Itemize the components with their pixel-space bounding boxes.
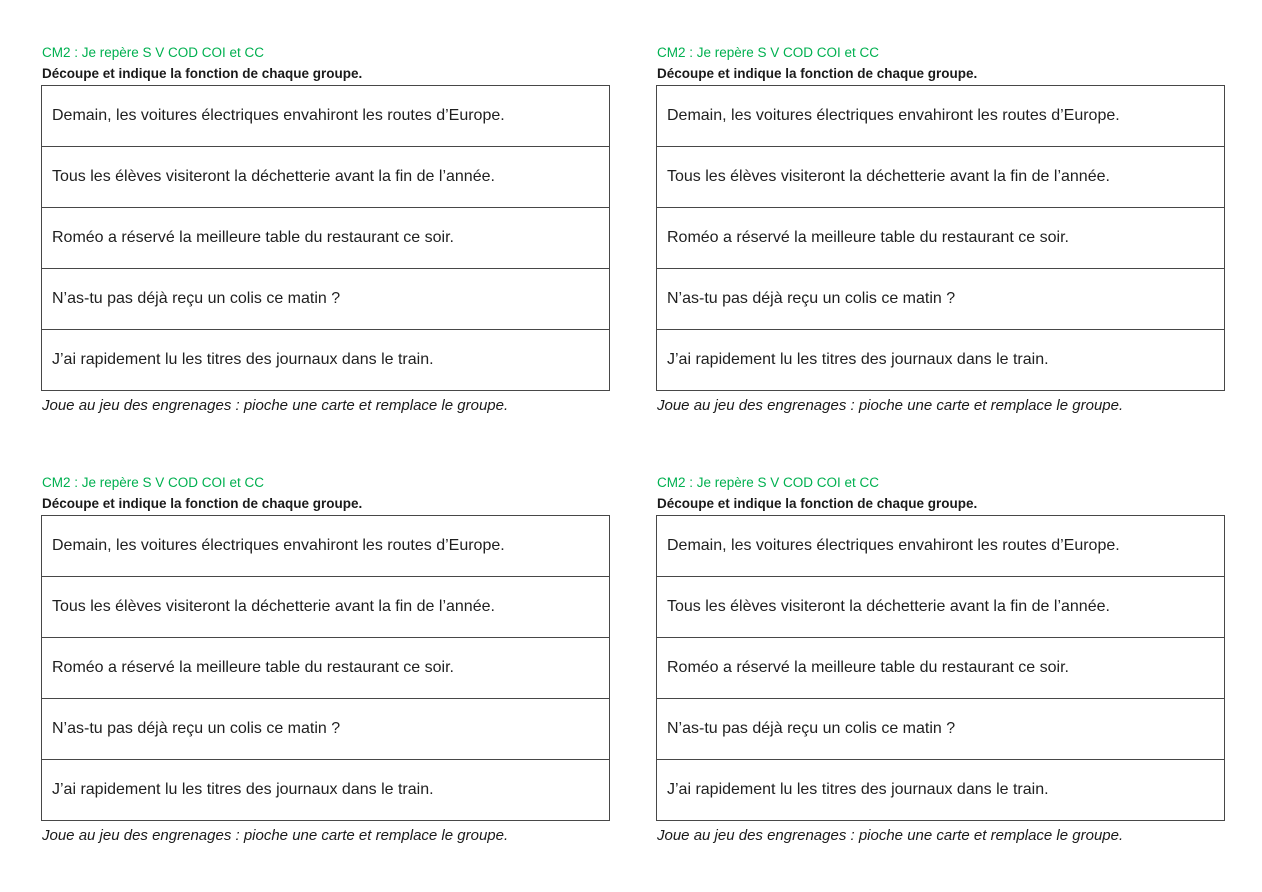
worksheet-card-bottom-left	[41, 474, 610, 845]
sentence-row	[657, 699, 1224, 760]
sentence-row	[657, 638, 1224, 699]
worksheet-footer-note: Joue au jeu des engrenages : pioche une carte et remplace le groupe.	[42, 827, 509, 844]
sentence-text: Tous les élèves visiteront la déchetterie avant la fin de l’année.	[52, 598, 495, 615]
sentence-text: N’as-tu pas déjà reçu un colis ce matin ?	[52, 290, 341, 307]
sentence-text: N’as-tu pas déjà reçu un colis ce matin ?	[667, 290, 956, 307]
sentence-text: Demain, les voitures électriques envahiront les routes d’Europe.	[52, 107, 505, 124]
sentence-row	[42, 86, 609, 147]
sentence-text: Roméo a réservé la meilleure table du restaurant ce soir.	[52, 659, 454, 676]
sentence-row	[42, 577, 609, 638]
sentence-text: N’as-tu pas déjà reçu un colis ce matin ?	[667, 720, 956, 737]
sentence-table	[41, 515, 610, 821]
worksheet-footer-note: Joue au jeu des engrenages : pioche une carte et remplace le groupe.	[657, 827, 1124, 844]
sentence-row	[42, 638, 609, 699]
sentence-row	[657, 330, 1224, 390]
sentence-text: Demain, les voitures électriques envahiront les routes d’Europe.	[667, 537, 1120, 554]
sentence-text: J’ai rapidement lu les titres des journaux dans le train.	[667, 781, 1049, 798]
sentence-table	[656, 515, 1225, 821]
worksheet-instruction: Découpe et indique la fonction de chaque groupe.	[42, 66, 363, 81]
sentence-row	[42, 699, 609, 760]
sentence-text: Tous les élèves visiteront la déchetterie avant la fin de l’année.	[667, 168, 1110, 185]
sentence-text: J’ai rapidement lu les titres des journaux dans le train.	[52, 781, 434, 798]
worksheet-instruction: Découpe et indique la fonction de chaque groupe.	[42, 496, 363, 511]
worksheet-title: CM2 : Je repère S V COD COI et CC	[42, 475, 265, 490]
sentence-table	[656, 85, 1225, 391]
worksheet-card-bottom-right	[656, 474, 1225, 845]
worksheet-instruction: Découpe et indique la fonction de chaque groupe.	[657, 496, 978, 511]
sentence-row	[657, 208, 1224, 269]
worksheet-title: CM2 : Je repère S V COD COI et CC	[657, 45, 880, 60]
sentence-table	[41, 85, 610, 391]
sentence-row	[657, 147, 1224, 208]
sentence-text: N’as-tu pas déjà reçu un colis ce matin ?	[52, 720, 341, 737]
sentence-text: Tous les élèves visiteront la déchetterie avant la fin de l’année.	[667, 598, 1110, 615]
sentence-row	[657, 760, 1224, 820]
sentence-text: Roméo a réservé la meilleure table du restaurant ce soir.	[667, 659, 1069, 676]
sentence-row	[657, 577, 1224, 638]
sentence-text: Tous les élèves visiteront la déchetterie avant la fin de l’année.	[52, 168, 495, 185]
worksheet-instruction: Découpe et indique la fonction de chaque groupe.	[657, 66, 978, 81]
sentence-row	[42, 516, 609, 577]
sentence-row	[42, 760, 609, 820]
worksheet-title: CM2 : Je repère S V COD COI et CC	[42, 45, 265, 60]
sentence-text: Roméo a réservé la meilleure table du restaurant ce soir.	[52, 229, 454, 246]
sentence-row	[42, 147, 609, 208]
sentence-row	[657, 269, 1224, 330]
sentence-row	[42, 330, 609, 390]
sentence-row	[657, 86, 1224, 147]
sentence-text: Demain, les voitures électriques envahiront les routes d’Europe.	[52, 537, 505, 554]
sentence-row	[657, 516, 1224, 577]
worksheet-card-top-left	[41, 44, 610, 415]
worksheet-footer-note: Joue au jeu des engrenages : pioche une carte et remplace le groupe.	[42, 397, 509, 414]
worksheet-card-top-right	[656, 44, 1225, 415]
sentence-text: Demain, les voitures électriques envahiront les routes d’Europe.	[667, 107, 1120, 124]
worksheet-footer-note: Joue au jeu des engrenages : pioche une carte et remplace le groupe.	[657, 397, 1124, 414]
sentence-row	[42, 269, 609, 330]
worksheet-title: CM2 : Je repère S V COD COI et CC	[657, 475, 880, 490]
sentence-text: Roméo a réservé la meilleure table du restaurant ce soir.	[667, 229, 1069, 246]
sentence-row	[42, 208, 609, 269]
sentence-text: J’ai rapidement lu les titres des journaux dans le train.	[667, 351, 1049, 368]
sentence-text: J’ai rapidement lu les titres des journaux dans le train.	[52, 351, 434, 368]
